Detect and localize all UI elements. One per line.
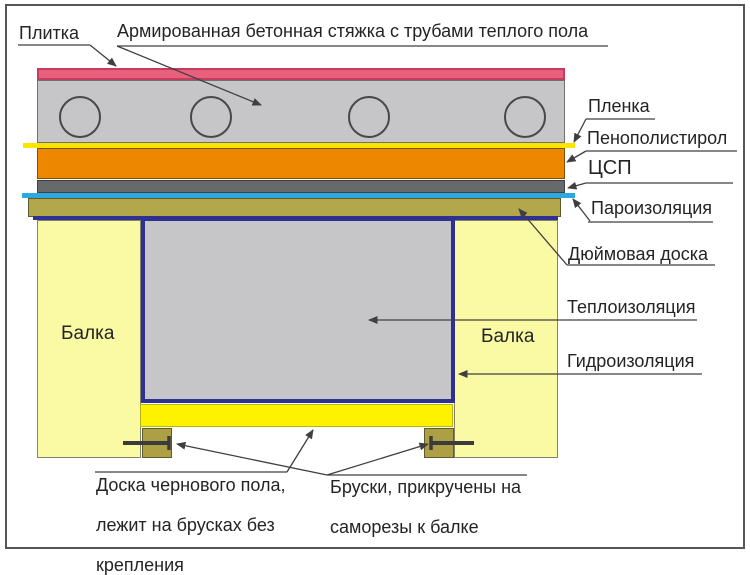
label-csp: ЦСП	[588, 157, 632, 179]
leader-bruski-right	[327, 444, 428, 475]
label-film: Пленка	[588, 96, 650, 116]
leader-csp	[568, 183, 586, 188]
leader-foam	[567, 151, 586, 162]
bruski-note-line1: Бруски, прикручены на	[330, 477, 522, 497]
leader-vapor	[573, 199, 590, 221]
label-beam-right: Балка	[481, 326, 535, 347]
label-tile: Плитка	[19, 23, 80, 43]
label-waterproofing: Гидроизоляция	[567, 351, 695, 371]
leader-tile	[90, 45, 116, 66]
subfloor-note-line3: крепления	[96, 555, 184, 575]
label-inch-board: Дюймовая доска	[568, 244, 709, 264]
label-screed: Армированная бетонная стяжка с трубами теплого пола	[117, 21, 589, 41]
label-beam-left: Балка	[61, 323, 115, 344]
leader-film	[574, 119, 586, 142]
label-subfloor-note	[96, 475, 285, 575]
leader-inch-board	[519, 209, 567, 265]
label-vapor-barrier: Пароизоляция	[591, 198, 713, 218]
bruski-note-line2: саморезы к балке	[330, 517, 479, 537]
leader-screed	[117, 46, 261, 105]
subfloor-note-line2: лежит на брусках без	[96, 515, 275, 535]
label-thermal-insulation: Теплоизоляция	[567, 297, 696, 317]
label-bruski-note	[330, 477, 521, 537]
leader-bruski-left	[177, 444, 327, 475]
label-foam: Пенополистирол	[587, 128, 728, 148]
leader-subfloor-note	[287, 430, 313, 472]
subfloor-note-line1: Доска чернового пола,	[96, 475, 286, 495]
